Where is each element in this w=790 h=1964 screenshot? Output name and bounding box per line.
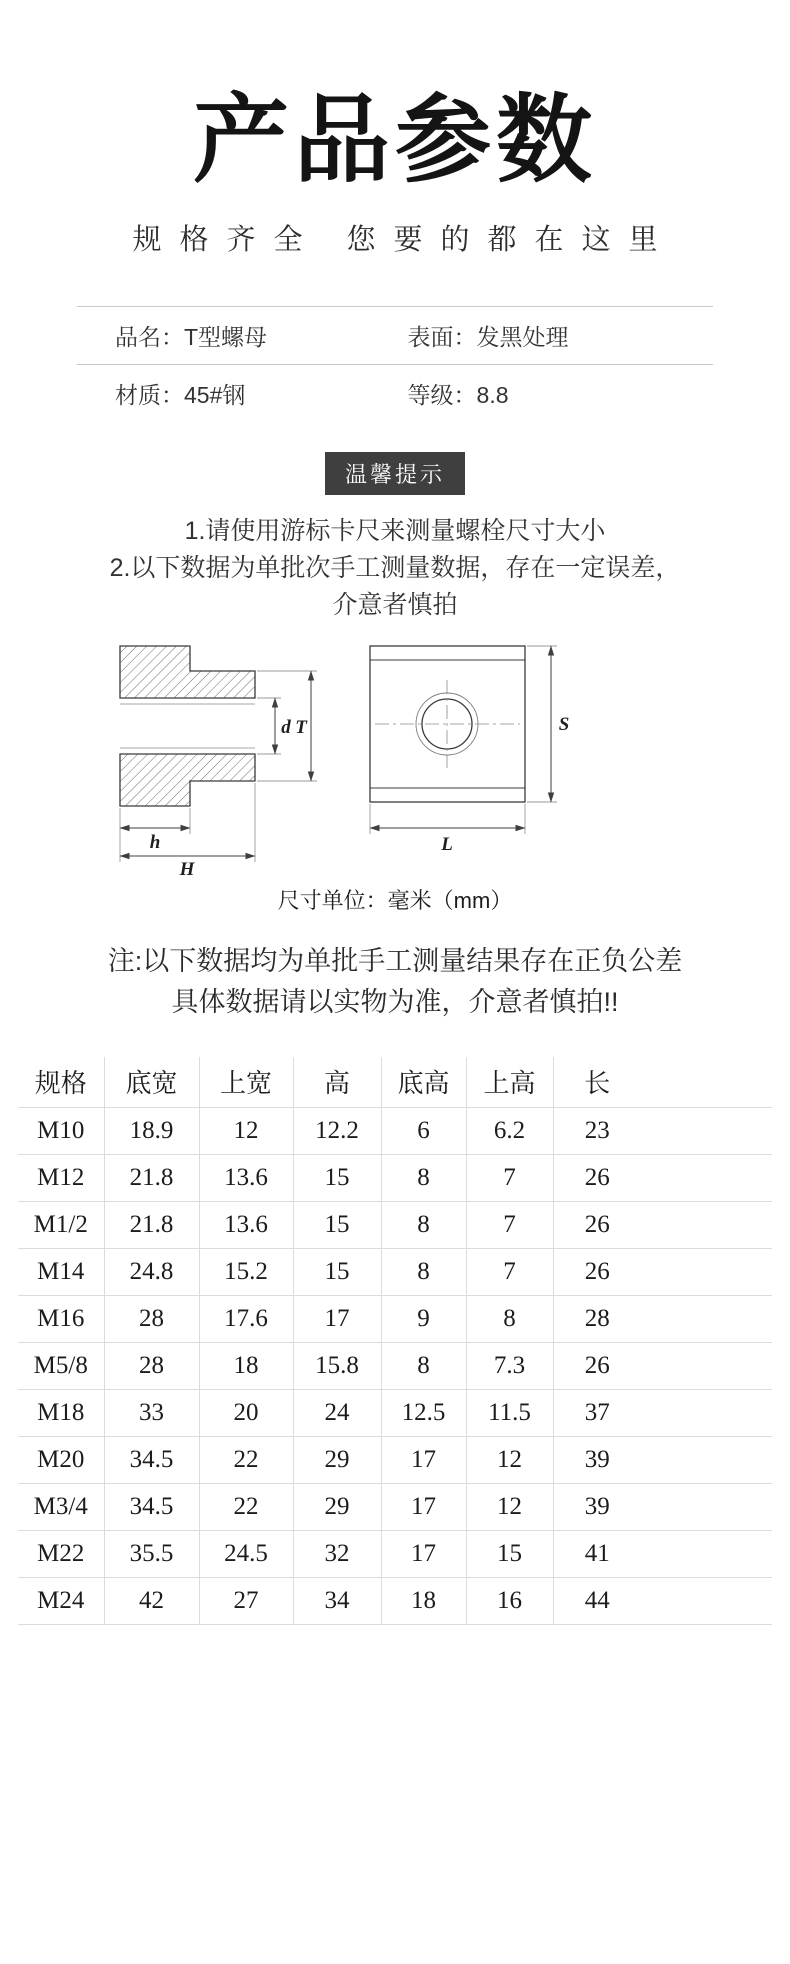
table-row (18, 1530, 772, 1577)
spec-value-cell: 12 (199, 1107, 293, 1154)
page-title: 产品参数 (193, 87, 597, 194)
spec-value-cell: 20 (199, 1389, 293, 1436)
info-label: 材质： (115, 382, 184, 408)
section-hatched-bottom (120, 754, 255, 806)
table-header-cell: 高 (293, 1057, 381, 1107)
info-label: 表面： (407, 324, 477, 350)
spec-name-cell: M20 (18, 1436, 104, 1483)
tips-badge-wrap (0, 452, 790, 495)
spec-value-cell: 26 (553, 1248, 772, 1295)
top-view-extension-lines (370, 646, 557, 834)
table-row (18, 1577, 772, 1624)
spec-value-cell: 7 (466, 1201, 553, 1248)
table-row (18, 1342, 772, 1389)
spec-value-cell: 17 (381, 1483, 466, 1530)
table-row (18, 1154, 772, 1201)
page-subtitle: 规格齐全 您要的都在这里 (132, 224, 676, 256)
table-header-cell: 长 (553, 1057, 772, 1107)
spec-value-cell: 12.5 (381, 1389, 466, 1436)
spec-value-cell: 24.8 (104, 1248, 199, 1295)
info-surface (370, 319, 569, 352)
spec-value-cell: 34.5 (104, 1483, 199, 1530)
unit-note: 尺寸单位：毫米（mm） (277, 888, 513, 913)
spec-value-cell: 37 (553, 1389, 772, 1436)
info-row-2 (77, 365, 713, 422)
spec-value-cell: 21.8 (104, 1154, 199, 1201)
spec-value-cell: 9 (381, 1295, 466, 1342)
spec-value-cell: 26 (553, 1154, 772, 1201)
table-row (18, 1107, 772, 1154)
tips-text (0, 513, 790, 624)
note-line-2: 具体数据请以实物为准，介意者慎拍!! (171, 987, 619, 1017)
spec-value-cell: 12 (466, 1436, 553, 1483)
spec-value-cell: 39 (553, 1483, 772, 1530)
spec-value-cell: 17.6 (199, 1295, 293, 1342)
spec-value-cell: 42 (104, 1577, 199, 1624)
info-label: 品名： (115, 324, 184, 350)
spec-name-cell: M12 (18, 1154, 104, 1201)
spec-value-cell: 22 (199, 1436, 293, 1483)
spec-value-cell: 18 (381, 1577, 466, 1624)
spec-value-cell: 15 (293, 1154, 381, 1201)
spec-value-cell: 34 (293, 1577, 381, 1624)
spec-value-cell: 12 (466, 1483, 553, 1530)
table-header-cell: 上宽 (199, 1057, 293, 1107)
spec-name-cell: M24 (18, 1577, 104, 1624)
top-view-dimension-lines (370, 646, 551, 828)
table-row (18, 1248, 772, 1295)
spec-value-cell: 22 (199, 1483, 293, 1530)
table-row (18, 1201, 772, 1248)
spec-name-cell: M1/2 (18, 1201, 104, 1248)
dim-label-h: h (149, 832, 161, 853)
spec-name-cell: M14 (18, 1248, 104, 1295)
spec-value-cell: 24 (293, 1389, 381, 1436)
dim-label-L: L (441, 834, 453, 855)
spec-value-cell: 39 (553, 1436, 772, 1483)
spec-value-cell: 16 (466, 1577, 553, 1624)
spec-value-cell: 15.8 (293, 1342, 381, 1389)
spec-value-cell: 34.5 (104, 1436, 199, 1483)
spec-value-cell: 18 (199, 1342, 293, 1389)
spec-value-cell: 32 (293, 1530, 381, 1577)
dim-label-S: S (558, 714, 570, 735)
tips-line-1: 1.请使用游标卡尺来测量螺栓尺寸大小 (184, 517, 606, 545)
spec-value-cell: 28 (104, 1342, 199, 1389)
table-row (18, 1295, 772, 1342)
dim-label-d: d (281, 717, 291, 738)
spec-name-cell: M18 (18, 1389, 104, 1436)
dim-label-T: T (295, 717, 307, 738)
tips-line-3: 介意者慎拍 (332, 591, 458, 619)
spec-table (18, 1057, 772, 1625)
spec-value-cell: 8 (381, 1248, 466, 1295)
spec-value-cell: 13.6 (199, 1201, 293, 1248)
note-line-1: 注:以下数据均为单批手工测量结果存在正负公差 (107, 946, 683, 976)
info-value: 45#钢 (184, 382, 246, 408)
spec-value-cell: 8 (381, 1342, 466, 1389)
info-grade (370, 377, 509, 410)
spec-name-cell: M5/8 (18, 1342, 104, 1389)
spec-value-cell: 28 (553, 1295, 772, 1342)
info-value: 发黑处理 (476, 324, 569, 350)
spec-table-body (18, 1107, 772, 1624)
info-row-1 (77, 307, 713, 365)
spec-value-cell: 6.2 (466, 1107, 553, 1154)
spec-value-cell: 12.2 (293, 1107, 381, 1154)
product-info-table (77, 306, 713, 422)
info-value: T型螺母 (184, 324, 268, 350)
spec-value-cell: 15 (293, 1201, 381, 1248)
table-header-cell: 底宽 (104, 1057, 199, 1107)
info-value: 8.8 (476, 382, 509, 408)
spec-value-cell: 15.2 (199, 1248, 293, 1295)
spec-value-cell: 15 (293, 1248, 381, 1295)
table-header-cell: 规格 (18, 1057, 104, 1107)
table-row (18, 1436, 772, 1483)
technical-drawing-wrap (105, 638, 790, 878)
spec-value-cell: 17 (381, 1530, 466, 1577)
spec-value-cell: 24.5 (199, 1530, 293, 1577)
spec-value-cell: 29 (293, 1436, 381, 1483)
table-header-cell: 上高 (466, 1057, 553, 1107)
spec-value-cell: 8 (381, 1201, 466, 1248)
spec-value-cell: 33 (104, 1389, 199, 1436)
spec-table-header-row (18, 1057, 772, 1107)
spec-name-cell: M3/4 (18, 1483, 104, 1530)
table-row (18, 1483, 772, 1530)
section-view (120, 646, 255, 806)
spec-value-cell: 8 (466, 1295, 553, 1342)
tips-badge: 温馨提示 (325, 452, 465, 495)
spec-value-cell: 18.9 (104, 1107, 199, 1154)
spec-value-cell: 7 (466, 1154, 553, 1201)
spec-value-cell: 17 (293, 1295, 381, 1342)
spec-value-cell: 28 (104, 1295, 199, 1342)
spec-value-cell: 23 (553, 1107, 772, 1154)
spec-name-cell: M16 (18, 1295, 104, 1342)
info-label: 等级： (407, 382, 477, 408)
measurement-note (0, 941, 790, 1023)
spec-value-cell: 7.3 (466, 1342, 553, 1389)
spec-value-cell: 8 (381, 1154, 466, 1201)
spec-value-cell: 29 (293, 1483, 381, 1530)
spec-value-cell: 26 (553, 1201, 772, 1248)
spec-value-cell: 7 (466, 1248, 553, 1295)
tips-line-2: 2.以下数据为单批次手工测量数据，存在一定误差， (109, 554, 681, 582)
info-product-name (77, 319, 370, 352)
technical-drawing (105, 638, 575, 878)
table-row (18, 1389, 772, 1436)
spec-value-cell: 11.5 (466, 1389, 553, 1436)
spec-value-cell: 44 (553, 1577, 772, 1624)
section-hatched-top (120, 646, 255, 698)
spec-value-cell: 17 (381, 1436, 466, 1483)
info-material (77, 377, 370, 410)
table-header-cell: 底高 (381, 1057, 466, 1107)
spec-value-cell: 26 (553, 1342, 772, 1389)
spec-name-cell: M10 (18, 1107, 104, 1154)
spec-value-cell: 41 (553, 1530, 772, 1577)
dim-label-H: H (179, 859, 195, 878)
spec-value-cell: 35.5 (104, 1530, 199, 1577)
spec-value-cell: 27 (199, 1577, 293, 1624)
spec-value-cell: 13.6 (199, 1154, 293, 1201)
spec-value-cell: 21.8 (104, 1201, 199, 1248)
spec-name-cell: M22 (18, 1530, 104, 1577)
spec-value-cell: 6 (381, 1107, 466, 1154)
spec-value-cell: 15 (466, 1530, 553, 1577)
